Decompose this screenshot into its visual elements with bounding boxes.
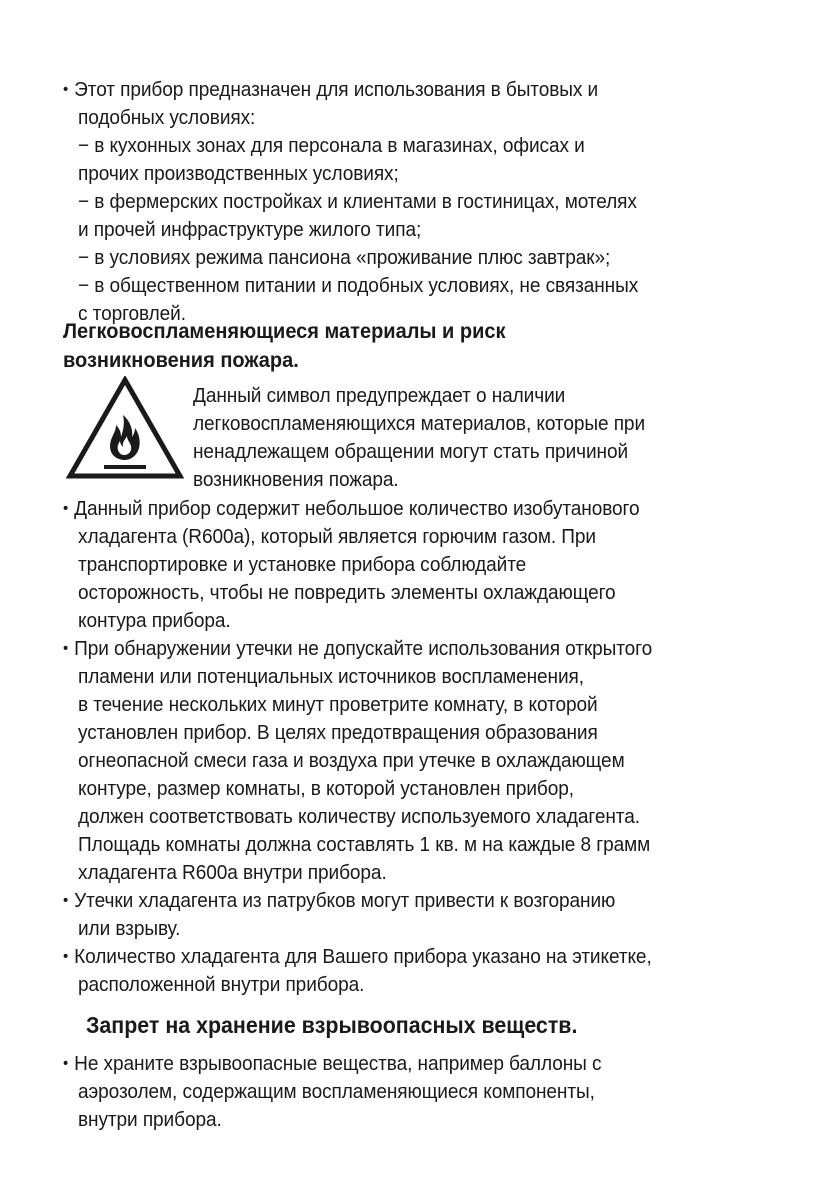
symbol-description-line: возникновения пожара. [193,468,399,491]
bullet-line: контура прибора. [78,609,231,632]
bullet-line: или взрыву. [78,917,181,940]
bullet-icon: • [63,1055,69,1072]
bullet-icon: • [63,640,69,657]
bullet-item-label: • Количество хладагента для Вашего прибора указано на этикетке, [63,943,652,971]
flammable-warning-icon [66,376,184,480]
bullet-line: осторожность, чтобы не повредить элементы охлаждающего [78,581,616,604]
section-heading-explosives: Запрет на хранение взрывоопасных веществ. [86,1012,578,1038]
bullet-icon: • [63,948,69,965]
bullet-line: аэрозолем, содержащим воспламеняющиеся компоненты, [78,1080,595,1103]
intro-line: − в фермерских постройках и клиентами в гостиницах, мотелях [78,190,637,213]
bullet-line: должен соответствовать количеству используемого хладагента. [78,805,640,828]
bullet-icon: • [63,892,69,909]
intro-line: − в общественном питании и подобных условиях, не связанных [78,274,639,297]
bullet-line: расположенной внутри прибора. [78,973,365,996]
bullet-item-refrigerant: • Данный прибор содержит небольшое количество изобутанового [63,495,639,523]
symbol-description-line: легковоспламеняющихся материалов, которые при [193,412,646,435]
section-heading-flammable-cont: возникновения пожара. [63,348,299,372]
bullet-line: внутри прибора. [78,1108,222,1131]
intro-line: с торговлей. [78,302,186,325]
bullet-icon: • [63,81,69,98]
bullet-item-pipes: • Утечки хладагента из патрубков могут привести к возгоранию [63,887,615,915]
bullet-line: установлен прибор. В целях предотвращения образования [78,721,598,744]
symbol-description-line: Данный символ предупреждает о наличии [193,384,566,407]
bullet-line: огнеопасной смеси газа и воздуха при утечке в охлаждающем [78,749,625,772]
intro-line: прочих производственных условиях; [78,162,399,185]
bullet-icon: • [63,500,69,517]
bullet-line: Площадь комнаты должна составлять 1 кв. м на каждые 8 грамм [78,833,651,856]
intro-line: и прочей инфраструктуре жилого типа; [78,218,422,241]
section-heading-flammable: Легковоспламеняющиеся материалы и риск [63,319,506,343]
intro-line: − в кухонных зонах для персонала в магазинах, офисах и [78,134,585,157]
intro-line: − в условиях режима пансиона «проживание плюс завтрак»; [78,246,611,269]
intro-line: подобных условиях: [78,106,256,129]
bullet-line: хладагента R600a внутри прибора. [78,861,387,884]
intro-line: • Этот прибор предназначен для использования в бытовых и [63,76,598,104]
bullet-line: транспортировке и установке прибора соблюдайте [78,553,527,576]
symbol-description-line: ненадлежащем обращении могут стать причиной [193,440,629,463]
bullet-item-leak: • При обнаружении утечки не допускайте использования открытого [63,635,652,663]
bullet-line: хладагента (R600a), который является горючим газом. При [78,525,596,548]
bullet-line: контуре, размер комнаты, в которой установлен прибор, [78,777,574,800]
bullet-line: пламени или потенциальных источников воспламенения, [78,665,584,688]
bullet-line: в течение нескольких минут проветрите комнату, в которой [78,693,598,716]
bullet-item-explosives: • Не храните взрывоопасные вещества, например баллоны с [63,1050,601,1078]
